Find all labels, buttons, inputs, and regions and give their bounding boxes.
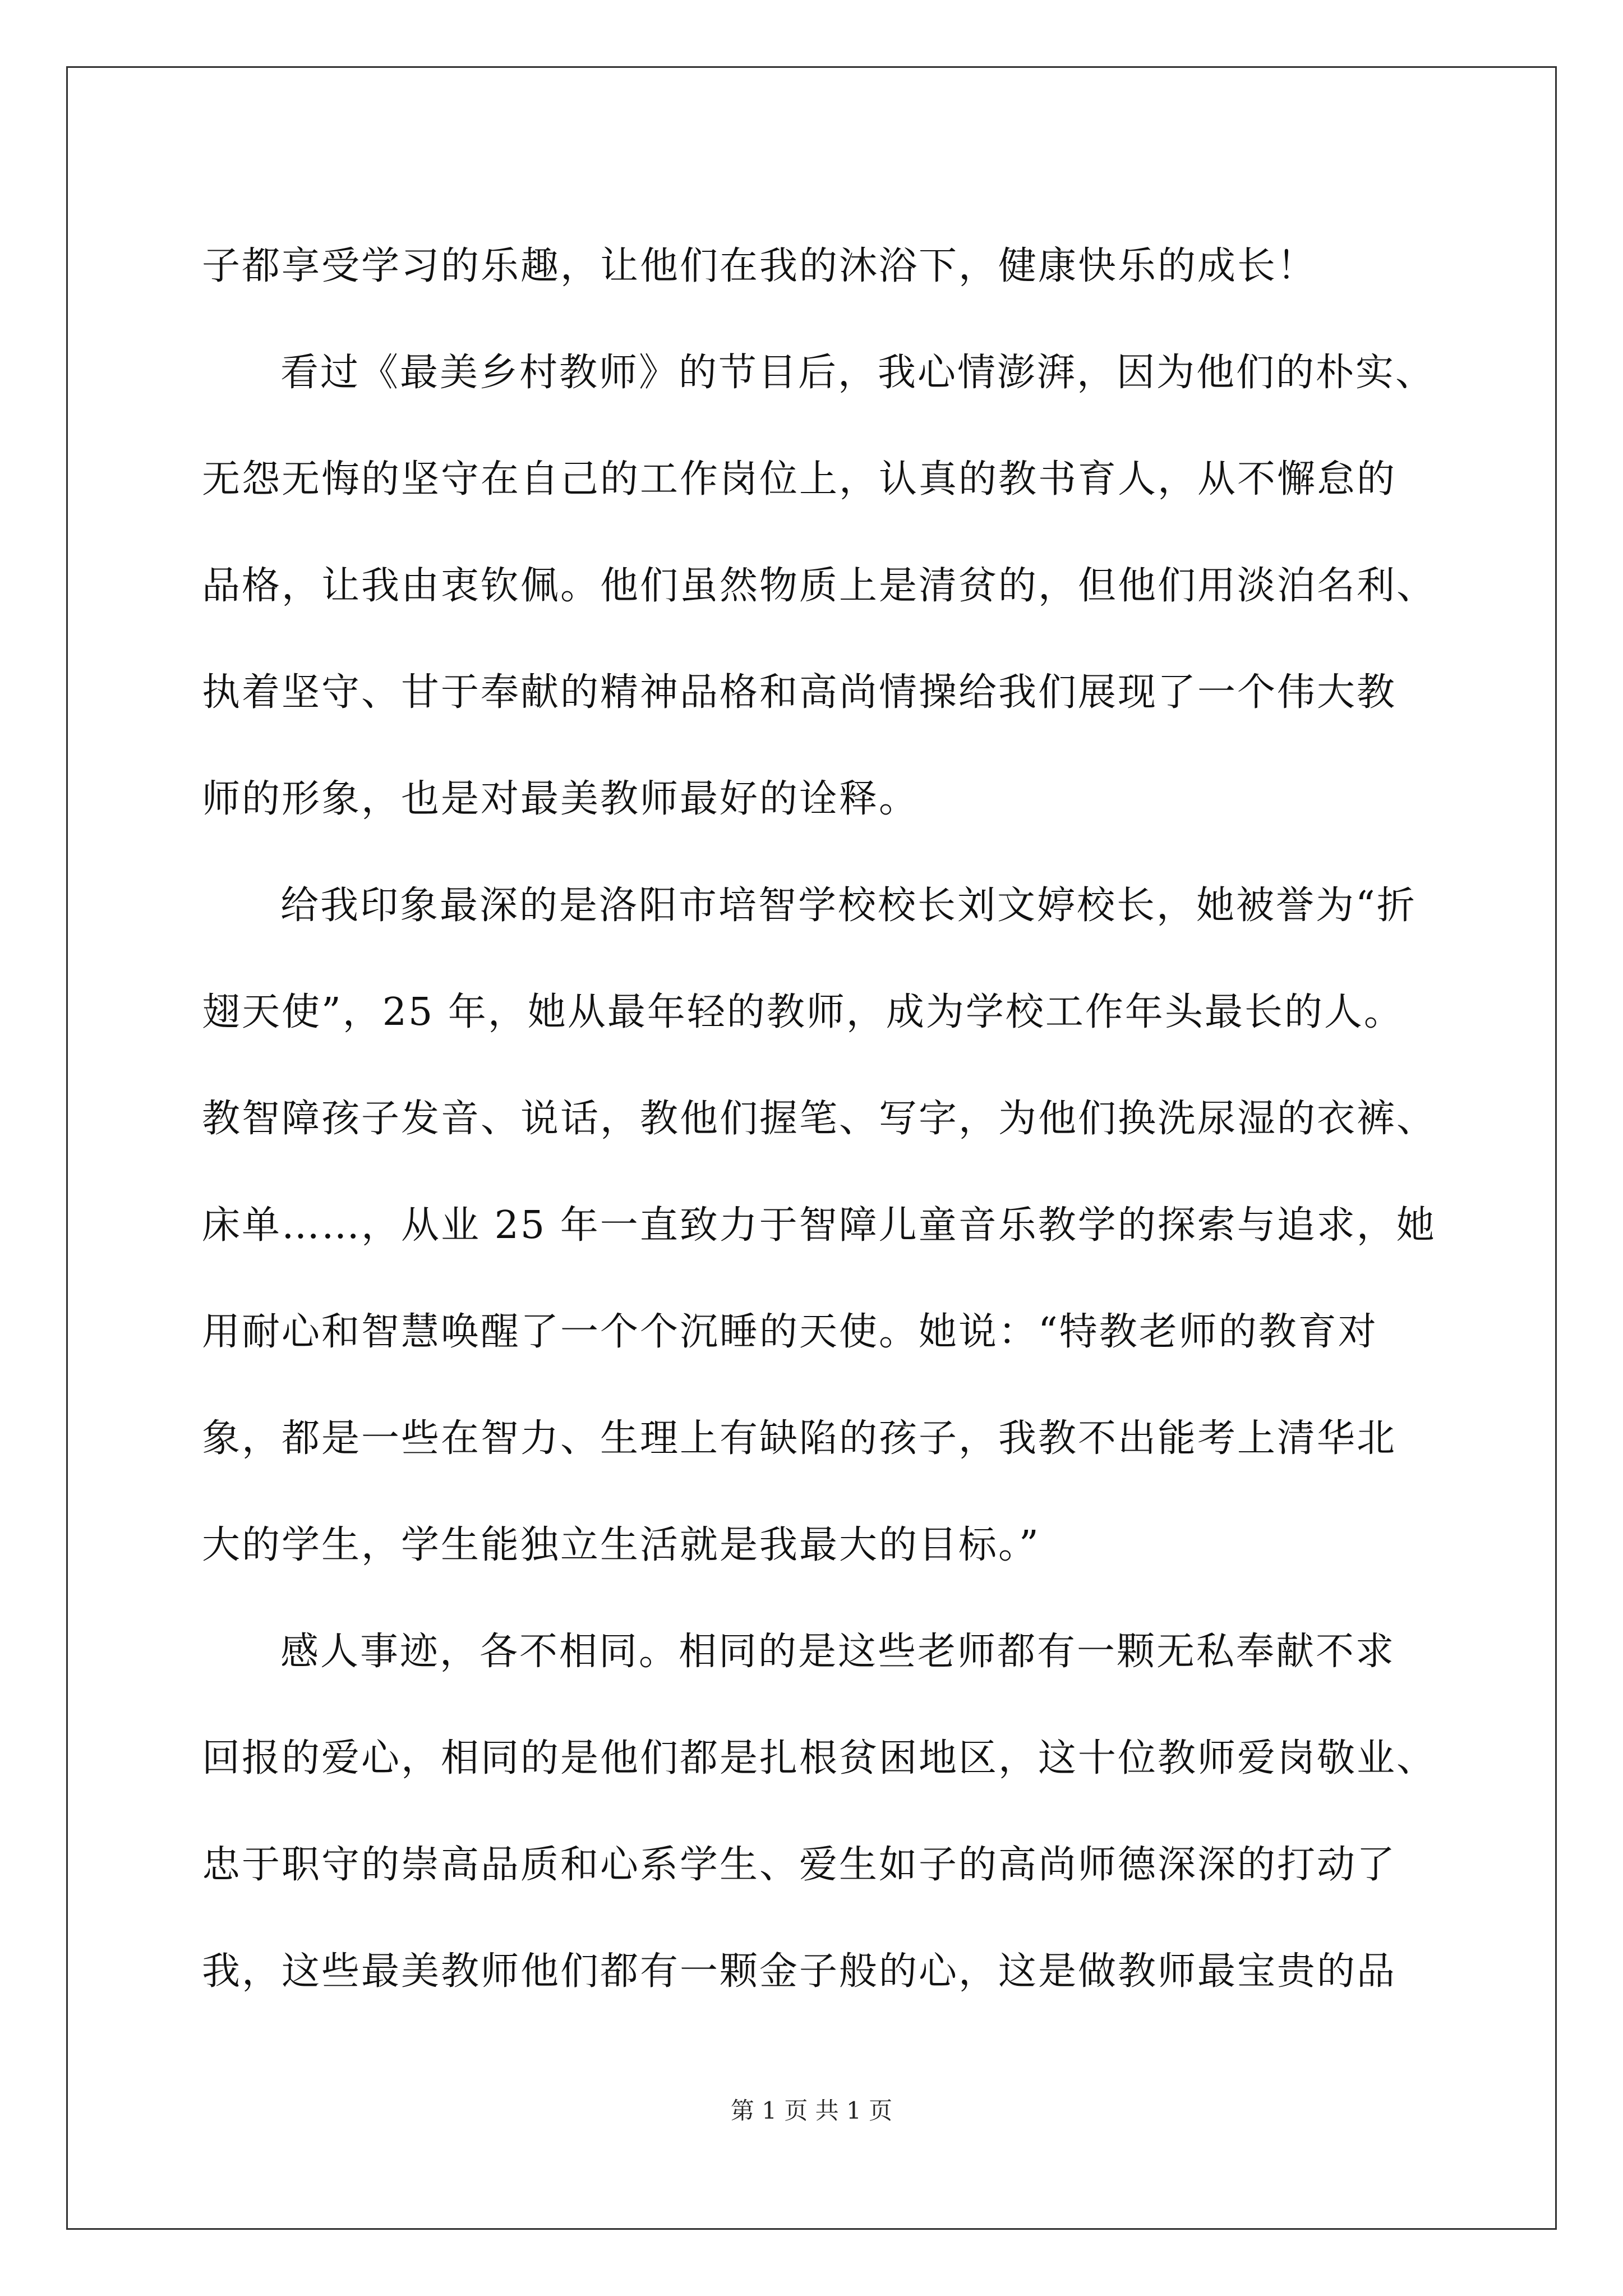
text-line: 用耐心和智慧唤醒了一个个沉睡的天使。她说：“特教老师的教育对 [202,1310,1378,1354]
text-line: 我，这些最美教师他们都有一颗金子般的心，这是做教师最宝贵的品 [202,1949,1397,1994]
text-line: 无怨无悔的坚守在自己的工作岗位上，认真的教书育人，从不懈怠的 [202,457,1397,501]
text-line: 子都享受学习的乐趣，让他们在我的沐浴下，健康快乐的成长！ [202,244,1317,288]
text-line: 大的学生，学生能独立生活就是我最大的目标。” [202,1523,1040,1567]
text-line: 看过《最美乡村教师》的节目后，我心情澎湃，因为他们的朴实、 [280,351,1436,395]
text-line: 品格，让我由衷钦佩。他们虽然物质上是清贫的，但他们用淡泊名利、 [202,564,1437,608]
text-line: 回报的爱心，相同的是他们都是扎根贫困地区，这十位教师爱岗敬业、 [202,1736,1437,1780]
document-body [202,213,1437,2025]
text-line: 翅天使”，25 年，她从最年轻的教师，成为学校工作年头最长的人。 [202,990,1404,1034]
text-line: 象，都是一些在智力、生理上有缺陷的孩子，我教不出能考上清华北 [202,1416,1397,1461]
text-line: 感人事迹，各不相同。相同的是这些老师都有一颗无私奉献不求 [280,1630,1396,1674]
text-line: 执着坚守、甘于奉献的精神品格和高尚情操给我们展现了一个伟大教 [202,670,1397,715]
page-footer: 第 1 页 共 1 页 [730,2097,893,2124]
text-line: 给我印象最深的是洛阳市培智学校校长刘文婷校长，她被誉为“折 [280,884,1417,928]
text-line: 教智障孩子发音、说话，教他们握笔、写字，为他们换洗尿湿的衣裤、 [202,1097,1437,1141]
text-line: 床单……，从业 25 年一直致力于智障儿童音乐教学的探索与追求，她 [202,1203,1436,1248]
text-line: 师的形象，也是对最美教师最好的诠释。 [202,777,919,821]
text-line: 忠于职守的崇高品质和心系学生、爱生如子的高尚师德深深的打动了 [202,1843,1397,1887]
